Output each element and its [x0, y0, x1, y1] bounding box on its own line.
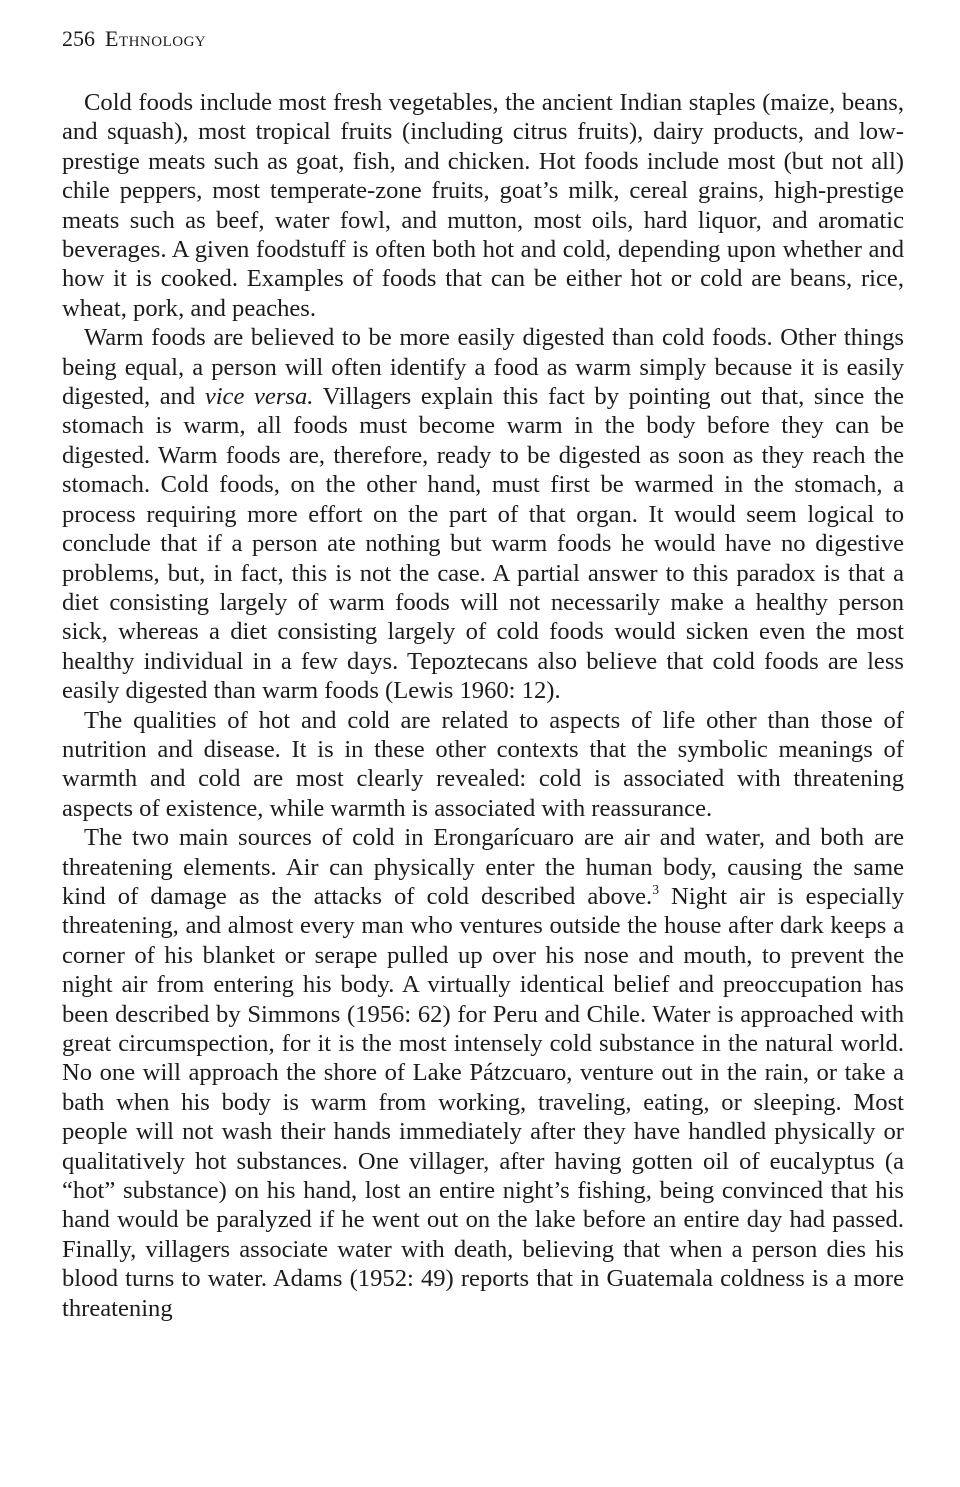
page-number: 256 — [62, 26, 95, 51]
paragraph-text: Night air is especially threatening, and almost every man who ventures outside the house after dark keeps a corner of his blanket or serape pulled up over his nose and mouth, to prevent the night air from entering his body. A virtually identical belief and preoccupation has been described by Simmons (1956: 62) for Peru and Chile. Water is approached with great circumspection, for it is the most intensely cold substance in the natural world. No one will approach the shore of Lake Pátzcuaro, venture out in the rain, or take a bath when his body is warm from working, traveling, eating, or sleeping. Most people will not wash their hands immediately after they have handled physically or qualitatively hot substances. One villager, after having gotten oil of eucalyptus (a “hot” substance) on his hand, lost an entire night’s fishing, being convinced that his hand would be paralyzed if he went out on the lake before an entire day had passed. Finally, villagers associate water with death, believing that when a person dies his blood turns to water. Adams (1952: 49) reports that in Guatemala coldness is a more threatening — [62, 882, 904, 1322]
book-page — [62, 22, 904, 1323]
footnote-marker: 3 — [652, 881, 659, 897]
italic-phrase: vice versa. — [204, 383, 314, 411]
paragraph-text: The two main sources of cold in Erongarícuaro are air and water, and both are threatening elements. Air can physically enter the human body, causing the same kind of damage as the attacks of cold described above. — [62, 824, 904, 910]
paragraph-text: Villagers explain this fact by pointing out that, since the stomach is warm, all foods must become warm in the body before they can be digested. Warm foods are, therefore, ready to be digested as soon as they reach the stomach. Cold foods, on the other hand, must first be warmed in the stomach, a process requiring more effort on the part of that organ. It would seem logical to conclude that if a person ate nothing but warm foods he would have no digestive problems, but, in fact, this is not the case. A partial answer to this paradox is that a diet consisting largely of warm foods will not necessarily make a healthy person sick, whereas a diet consisting largely of cold foods would sicken even the most healthy individual in a few days. Tepoztecans also believe that cold foods are less easily digested than warm foods (Lewis 1960: 12). — [62, 383, 904, 705]
section-title: Ethnology — [105, 26, 207, 51]
paragraph-air-and-water — [62, 823, 904, 1323]
paragraph-cold-hot-foods: Cold foods include most fresh vegetables, the ancient Indian staples (maize, beans, and squash), most tropical fruits (including citrus fruits), dairy products, and low-prestige meats such as goat, fish, and chicken. Hot foods include most (but not all) chile peppers, most temperate-zone fruits, goat’s milk, cereal grains, high-prestige meats such as beef, water fowl, and mutton, most oils, hard liquor, and aromatic beverages. A given foodstuff is often both hot and cold, depending upon whether and how it is cooked. Examples of foods that can be either hot or cold are beans, rice, wheat, pork, and peaches. — [62, 89, 904, 322]
paragraph-warm-foods-digestion — [62, 323, 904, 705]
running-head — [62, 22, 904, 60]
paragraph-symbolic-meanings: The qualities of hot and cold are related to aspects of life other than those of nutrition and disease. It is in these other contexts that the symbolic meanings of warmth and cold are most clearly revealed: cold is associated with threatening aspects of existence, while warmth is associated with reassurance. — [62, 706, 904, 822]
paragraph-text: Warm foods are believed to be more easily digested than cold foods. Other things being equal, a person will often identify a food as warm simply because it is easily digested, and — [62, 324, 904, 411]
body-text — [62, 88, 904, 1323]
